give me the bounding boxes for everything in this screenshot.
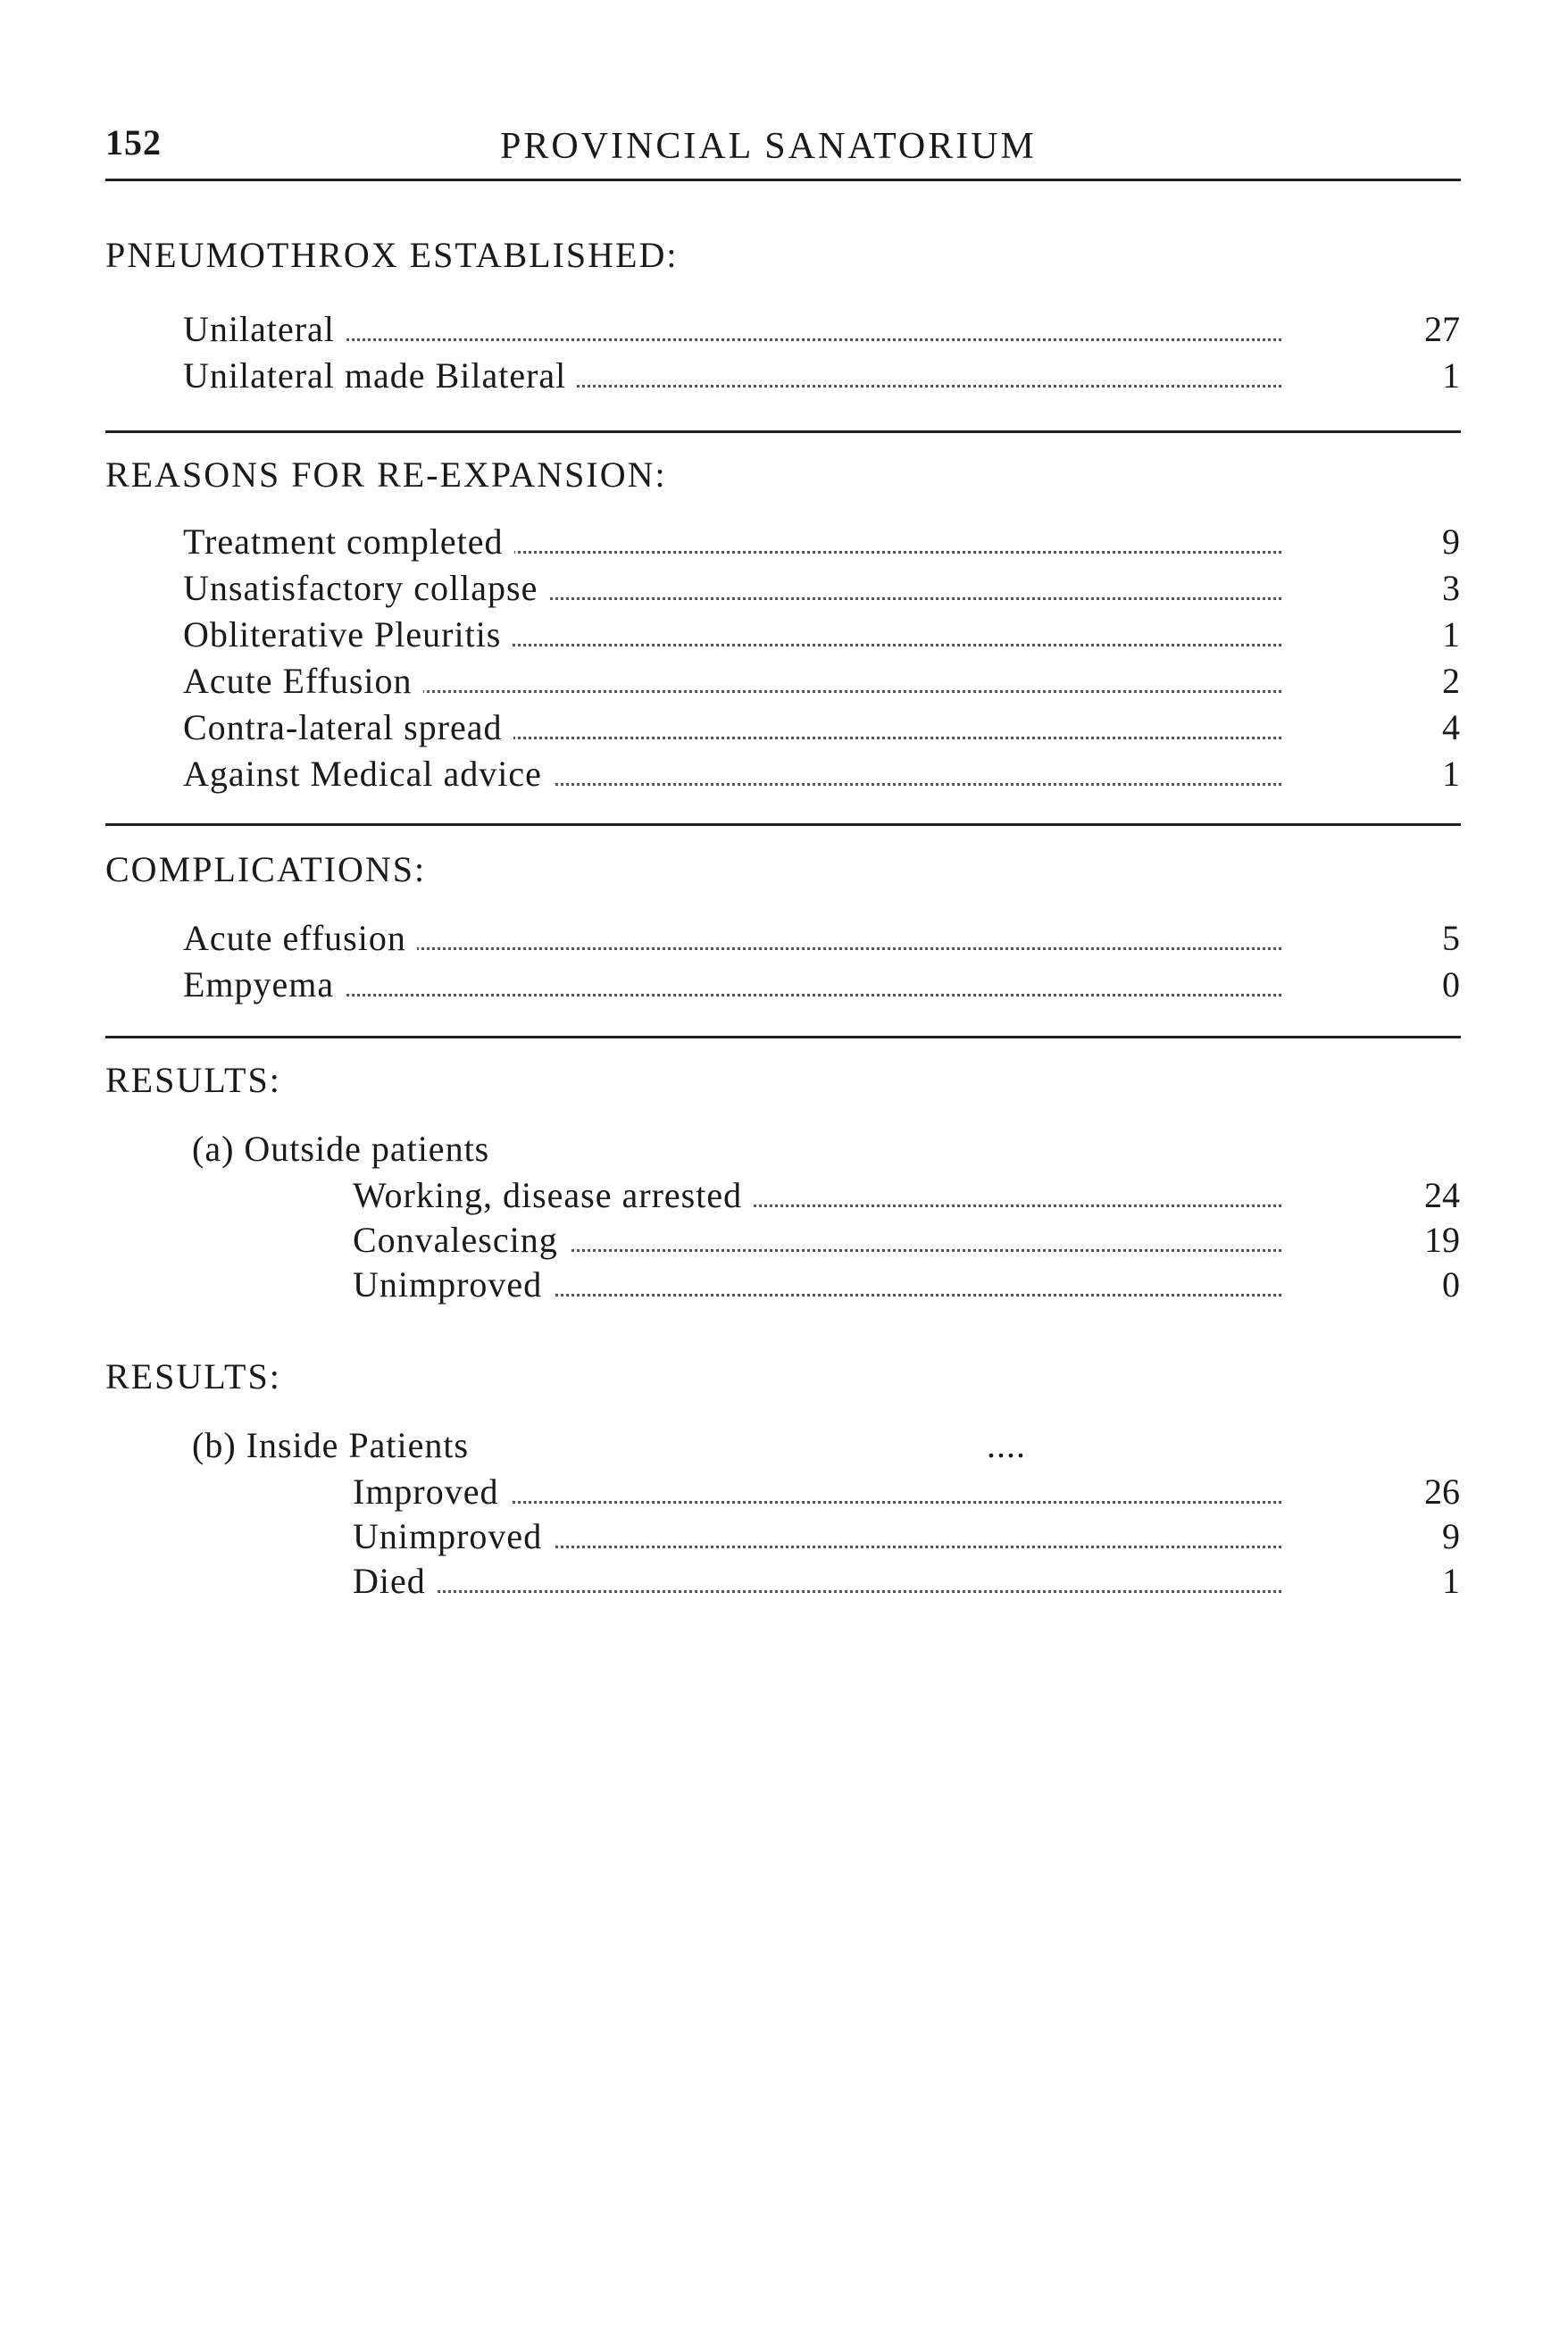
table-row [183,613,1460,658]
table-row [353,1219,1460,1263]
row-label: Convalescing [353,1219,569,1261]
table-row [353,1263,1460,1308]
leader-dots [388,1501,1281,1504]
table-row [183,521,1460,565]
row-value: 27 [1424,309,1460,349]
header-rule [105,179,1461,181]
row-label: Against Medical advice [183,753,553,795]
row-value: 9 [1442,1516,1460,1556]
subheading-inside-patients: (b) Inside Patients [192,1425,470,1465]
section-rule [105,1036,1461,1038]
row-value: 26 [1424,1471,1460,1512]
row-value: 0 [1442,1264,1460,1305]
row-label: Acute Effusion [183,660,423,702]
subheading-outside-patients: (a) Outside patients [192,1129,490,1169]
row-value: 1 [1442,355,1460,396]
row-value: 4 [1442,707,1460,747]
row-label: Obliterative Pleuritis [183,613,512,655]
section-heading-reexpansion: REASONS FOR RE-EXPANSION: [105,454,667,495]
row-value: 0 [1442,964,1460,1005]
table-row [183,963,1460,1008]
leader-dots [219,994,1281,996]
table-row [183,917,1460,962]
table-row [183,706,1460,751]
row-label: Contra-lateral spread [183,706,513,748]
table-row [353,1560,1460,1605]
row-value: 3 [1442,568,1460,608]
row-value: 2 [1442,661,1460,701]
table-row [353,1515,1460,1560]
section-rule [105,430,1461,433]
table-row [183,753,1460,797]
row-value: 24 [1424,1175,1460,1215]
row-label: Treatment completed [183,521,514,563]
row-value: 1 [1442,754,1460,794]
row-label: Died [353,1560,437,1602]
subheading-leader-dots: .... [987,1425,1026,1465]
table-row [183,354,1460,399]
row-label: Working, disease arrested [353,1174,753,1216]
row-label: Improved [353,1471,510,1513]
table-row [353,1174,1460,1219]
row-value: 1 [1442,614,1460,654]
row-value: 9 [1442,521,1460,562]
row-value: 1 [1442,1561,1460,1601]
table-row [183,660,1460,704]
section-heading-results-inside: RESULTS: [105,1356,281,1396]
section-heading-pneumothorax: PNEUMOTHROX ESTABLISHED: [105,235,679,275]
section-heading-results-outside: RESULTS: [105,1060,281,1100]
running-title: PROVINCIAL SANATORIUM [500,126,1037,167]
row-label: Unimproved [353,1263,553,1305]
row-value: 5 [1442,918,1460,958]
page-number: 152 [105,122,162,163]
section-heading-complications: COMPLICATIONS: [105,849,427,889]
row-label: Empyema [183,963,345,1005]
row-label: Unilateral made Bilateral [183,354,577,396]
row-value: 19 [1424,1220,1460,1260]
row-label: Unimproved [353,1515,553,1557]
row-label: Acute effusion [183,917,417,959]
table-row [353,1471,1460,1515]
row-label: Unilateral [183,308,346,350]
table-row [183,567,1460,612]
section-rule [105,823,1461,826]
row-label: Unsatisfactory collapse [183,567,548,609]
leader-dots [388,1590,1281,1593]
leader-dots [219,338,1281,341]
table-row [183,308,1460,353]
